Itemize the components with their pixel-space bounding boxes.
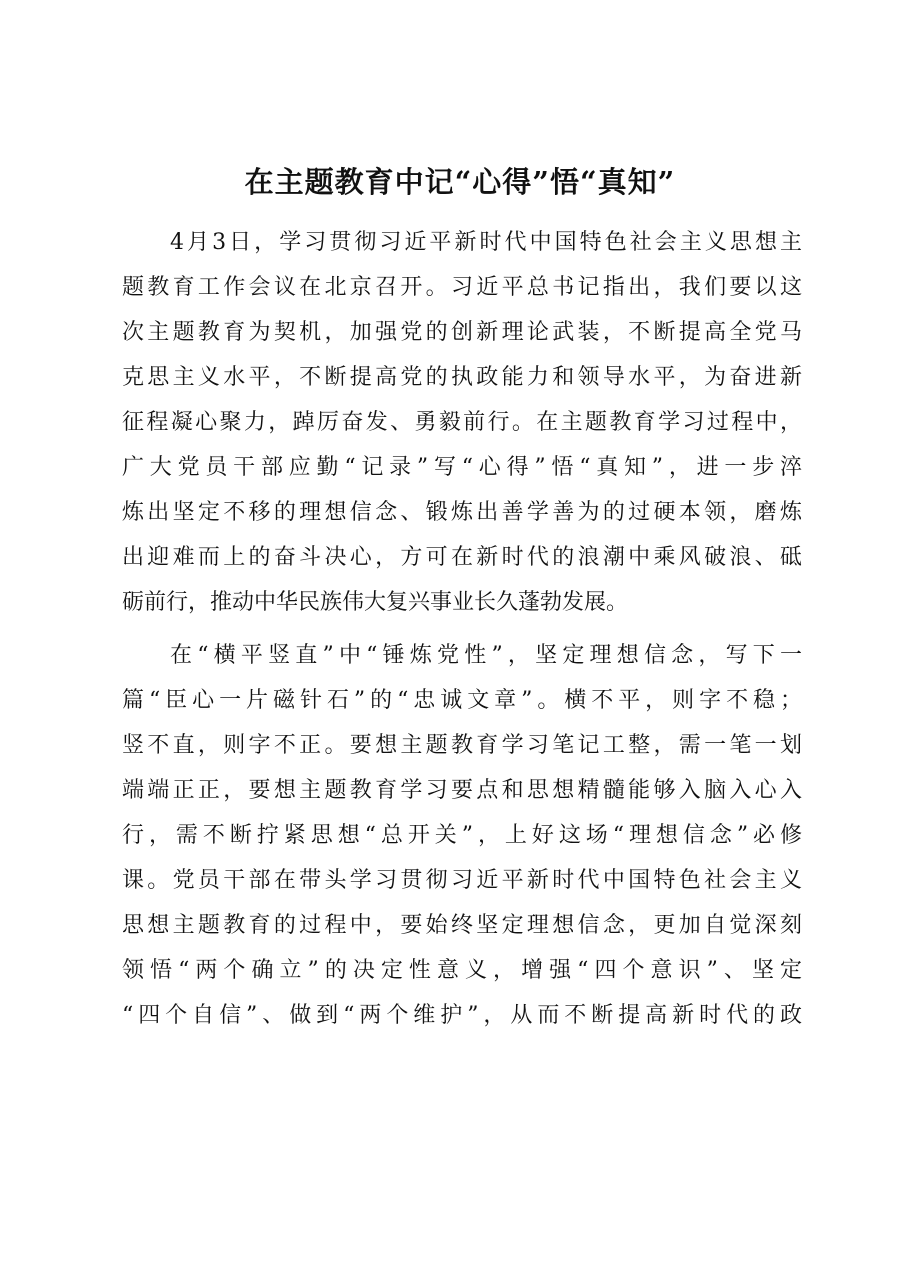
paragraph-gap (122, 625, 802, 633)
paragraph-line: 篇“臣心一片磁针石”的“忠诚文章”。横不平，则字不稳； (122, 688, 802, 713)
document-title: 在主题教育中记“心得”悟“真知” (244, 165, 676, 199)
paragraph-line: 领悟“两个确立”的决定性意义，增强“四个意识”、坚定 (122, 958, 802, 983)
paragraph-line: 课。党员干部在带头学习贯彻习近平新时代中国特色社会主义 (122, 868, 802, 893)
paragraph-line: 行，需不断拧紧思想“总开关”，上好这场“理想信念”必修 (122, 823, 802, 848)
paragraph-line: 征程凝心聚力，踔厉奋发、勇毅前行。在主题教育学习过程中， (122, 410, 802, 435)
paragraph-line: 思想主题教育的过程中，要始终坚定理想信念，更加自觉深刻 (122, 913, 802, 938)
paragraph-line: 在“横平竖直”中“锤炼党性”，坚定理想信念，写下一 (170, 643, 802, 668)
document-body (122, 220, 802, 1038)
paragraph-line: 题教育工作会议在北京召开。习近平总书记指出，我们要以这 (122, 275, 802, 300)
paragraph-line: 克思主义水平，不断提高党的执政能力和领导水平，为奋进新 (122, 365, 802, 390)
paragraph-line: 4月3日，学习贯彻习近平新时代中国特色社会主义思想主 (170, 230, 802, 255)
paragraph-line: 端端正正，要想主题教育学习要点和思想精髓能够入脑入心入 (122, 778, 802, 803)
paragraph-line: 次主题教育为契机，加强党的创新理论武装，不断提高全党马 (122, 320, 802, 345)
paragraph-line: 砺前行，推动中华民族伟大复兴事业长久蓬勃发展。 (122, 590, 629, 615)
paragraph-line: 竖不直，则字不正。要想主题教育学习笔记工整，需一笔一划 (122, 733, 802, 758)
paragraph-line: “四个自信”、做到“两个维护”，从而不断提高新时代的政 (122, 1003, 802, 1028)
paragraph-line: 炼出坚定不移的理想信念、锻炼出善学善为的过硬本领，磨炼 (122, 500, 802, 525)
paragraph-line: 出迎难而上的奋斗决心，方可在新时代的浪潮中乘风破浪、砥 (122, 545, 802, 570)
paragraph-1 (122, 220, 802, 625)
paragraph-2 (122, 633, 802, 1038)
paragraph-line: 广大党员干部应勤“记录”写“心得”悟“真知”，进一步淬 (122, 455, 802, 480)
